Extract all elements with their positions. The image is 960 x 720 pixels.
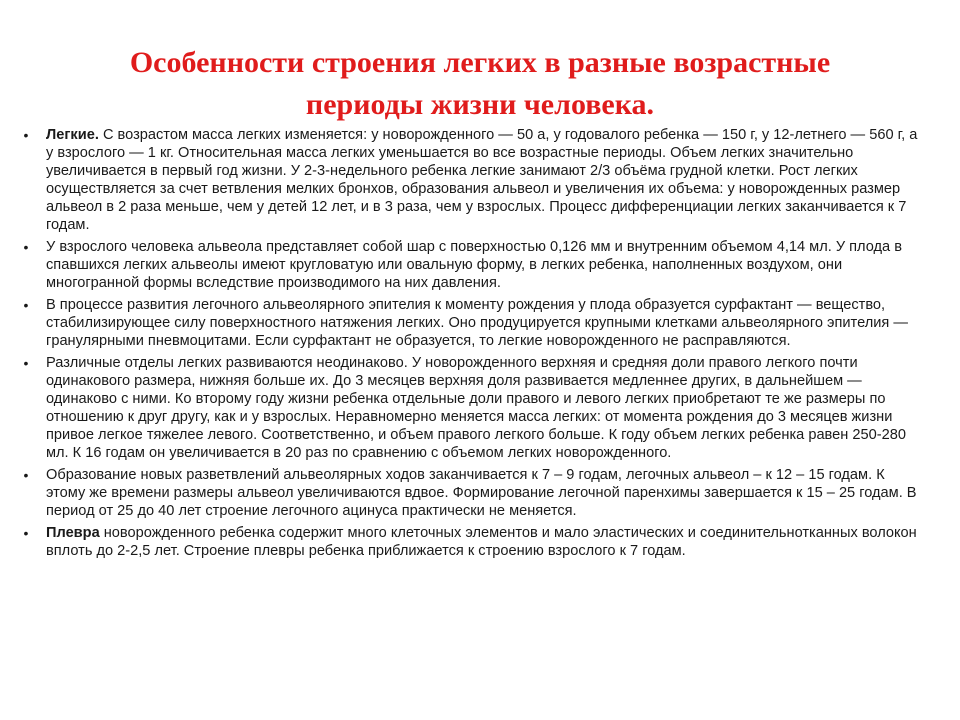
slide-title-line-2: периоды жизни человека.	[305, 88, 655, 121]
bullet-dot-icon: •	[23, 127, 29, 143]
bullet-item-surfactant	[20, 296, 920, 350]
bullet-lead: Легкие.	[46, 127, 99, 143]
bullet-text: С возрастом масса легких изменяется: у новорожденного — 50 а, у годовалого ребенка — 150 г, у 12-летнего — 560 г, а у взрослого — 1 кг. Относительная масса легких уменьшается во все возрастные периоды. Объем легких значительно увеличивается в первый год жизни. У 2-3-недельного ребенка легкие занимают 2/3 объёма грудной клетки. Рост легких осуществляется за счет ветвления мелких бронхов, образования альвеол и увеличения их объема: у новорожденных размер альвеол в 2 раза меньше, чем у детей 12 лет, и в 3 раза, чем у взрослых. Процесс дифференциации легких заканчивается к 7 годам.	[46, 127, 918, 233]
bullet-item-branching	[20, 466, 920, 520]
slide-title	[60, 42, 900, 126]
bullet-lead: Плевра	[46, 525, 100, 541]
bullet-list	[20, 126, 920, 564]
bullet-dot-icon: •	[23, 297, 29, 313]
bullet-text: В процессе развития легочного альвеолярного эпителия к моменту рождения у плода образуется сурфактант — вещество, стабилизирующее силу поверхностного натяжения легких. Оно продуцируется крупными клетками альвеолярного эпителия — гранулярными пневмоцитами. Если сурфактант не образуется, то легкие новорожденного не расправляются.	[46, 297, 908, 349]
bullet-text: Образование новых разветвлений альвеолярных ходов заканчивается к 7 – 9 годам, легочных альвеол – к 12 – 15 годам. К этому же времени размеры альвеол увеличиваются вдвое. Формирование легочной паренхимы завершается к 15 – 25 годам. В период от 25 до 40 лет строение легочного ацинуса практически не меняется.	[46, 467, 917, 519]
bullet-item-alveola	[20, 238, 920, 292]
bullet-dot-icon: •	[23, 239, 29, 255]
bullet-text: Различные отделы легких развиваются неодинаково. У новорожденного верхняя и средняя доли правого легкого почти одинакового размера, нижняя больше их. До 3 месяцев верхняя доля развивается медленнее других, в дальнейшем — одинаково с ними. Ко второму году жизни ребенка отдельные доли правого и левого легких приобретают те же размеры по отношению к друг другу, как и у взрослых. Неравномерно меняется масса легких: от момента рождения до 3 месяцев жизни привое легкое тяжелее левого. Соответственно, и объем правого легкого больше. К году объем легких ребенка равен 250-280 мл. К 16 годам он увеличивается в 20 раз по сравнению с объемом легких новорожденного.	[46, 355, 906, 461]
bullet-dot-icon: •	[23, 467, 29, 483]
bullet-dot-icon: •	[23, 355, 29, 371]
bullet-text: У взрослого человека альвеола представляет собой шар с поверхностью 0,126 мм и внутренним объемом 4,14 мл. У плода в спавшихся легких альвеолы имеют кругловатую или овальную форму, в легких ребенка, наполненных воздухом, они многогранной формы вследствие производимого на них давления.	[46, 239, 902, 291]
bullet-item-pleura	[20, 524, 920, 560]
bullet-item-lobes	[20, 354, 920, 462]
bullet-item-lungs	[20, 126, 920, 234]
slide-title-line-1: Особенности строения легких в разные возрастные	[129, 46, 831, 79]
bullet-dot-icon: •	[23, 525, 29, 541]
bullet-text: новорожденного ребенка содержит много клеточных элементов и мало эластических и соединительнотканных волокон вплоть до 2-2,5 лет. Строение плевры ребенка приближается к строению взрослого к 7 годам.	[46, 525, 917, 559]
